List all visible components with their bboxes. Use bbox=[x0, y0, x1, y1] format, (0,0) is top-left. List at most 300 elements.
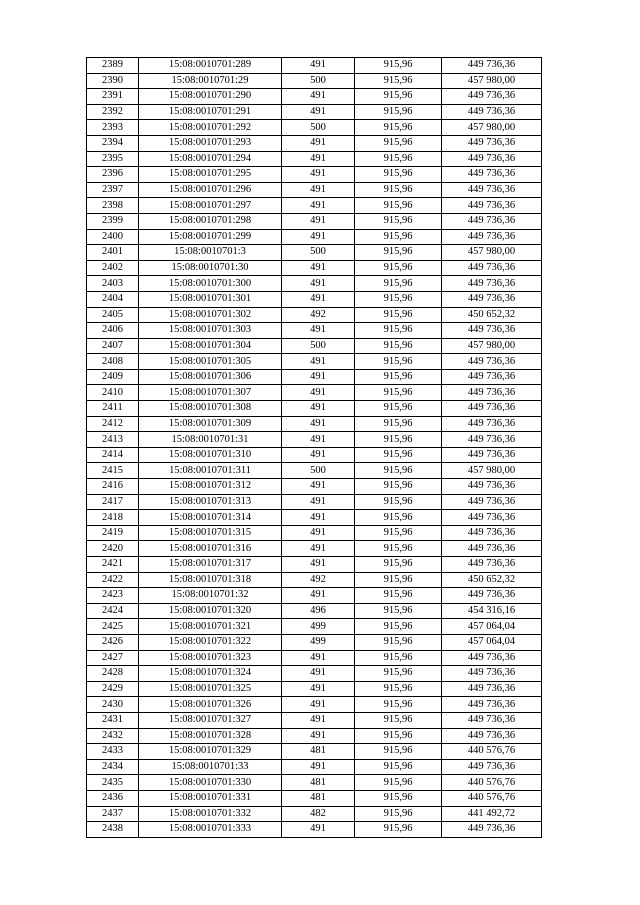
cadastral-value-cell: 449 736,36 bbox=[442, 712, 542, 728]
specific-value-cell: 915,96 bbox=[355, 666, 442, 682]
row-number-cell: 2405 bbox=[87, 307, 139, 323]
row-number-cell: 2393 bbox=[87, 120, 139, 136]
table-row bbox=[87, 619, 542, 635]
row-number-cell: 2426 bbox=[87, 634, 139, 650]
area-cell: 499 bbox=[282, 634, 355, 650]
cadastral-value-cell: 449 736,36 bbox=[442, 822, 542, 838]
area-cell: 491 bbox=[282, 385, 355, 401]
table-row bbox=[87, 775, 542, 791]
row-number-cell: 2399 bbox=[87, 213, 139, 229]
cadastral-number-cell: 15:08:0010701:323 bbox=[139, 650, 282, 666]
cadastral-value-cell: 449 736,36 bbox=[442, 494, 542, 510]
cadastral-value-cell: 449 736,36 bbox=[442, 541, 542, 557]
row-number-cell: 2429 bbox=[87, 681, 139, 697]
specific-value-cell: 915,96 bbox=[355, 73, 442, 89]
area-cell: 491 bbox=[282, 276, 355, 292]
cadastral-value-cell: 440 576,76 bbox=[442, 775, 542, 791]
specific-value-cell: 915,96 bbox=[355, 401, 442, 417]
cadastral-number-cell: 15:08:0010701:291 bbox=[139, 104, 282, 120]
table-row bbox=[87, 650, 542, 666]
cadastral-number-cell: 15:08:0010701:295 bbox=[139, 167, 282, 183]
cadastral-number-cell: 15:08:0010701:311 bbox=[139, 463, 282, 479]
cadastral-value-cell: 457 980,00 bbox=[442, 245, 542, 261]
table-row bbox=[87, 135, 542, 151]
area-cell: 491 bbox=[282, 650, 355, 666]
row-number-cell: 2410 bbox=[87, 385, 139, 401]
row-number-cell: 2434 bbox=[87, 759, 139, 775]
cadastral-number-cell: 15:08:0010701:302 bbox=[139, 307, 282, 323]
cadastral-number-cell: 15:08:0010701:299 bbox=[139, 229, 282, 245]
table-row bbox=[87, 744, 542, 760]
cadastral-value-cell: 457 064,04 bbox=[442, 634, 542, 650]
row-number-cell: 2422 bbox=[87, 572, 139, 588]
cadastral-number-cell: 15:08:0010701:328 bbox=[139, 728, 282, 744]
row-number-cell: 2430 bbox=[87, 697, 139, 713]
specific-value-cell: 915,96 bbox=[355, 58, 442, 74]
cadastral-value-cell: 449 736,36 bbox=[442, 401, 542, 417]
specific-value-cell: 915,96 bbox=[355, 167, 442, 183]
cadastral-number-cell: 15:08:0010701:332 bbox=[139, 806, 282, 822]
specific-value-cell: 915,96 bbox=[355, 775, 442, 791]
row-number-cell: 2413 bbox=[87, 432, 139, 448]
table-row bbox=[87, 603, 542, 619]
specific-value-cell: 915,96 bbox=[355, 229, 442, 245]
table-row bbox=[87, 167, 542, 183]
cadastral-value-cell: 440 576,76 bbox=[442, 744, 542, 760]
row-number-cell: 2438 bbox=[87, 822, 139, 838]
cadastral-value-cell: 449 736,36 bbox=[442, 104, 542, 120]
specific-value-cell: 915,96 bbox=[355, 603, 442, 619]
specific-value-cell: 915,96 bbox=[355, 557, 442, 573]
area-cell: 491 bbox=[282, 198, 355, 214]
table-row bbox=[87, 712, 542, 728]
cadastral-number-cell: 15:08:0010701:298 bbox=[139, 213, 282, 229]
cadastral-value-cell: 449 736,36 bbox=[442, 479, 542, 495]
cadastral-value-cell: 457 980,00 bbox=[442, 338, 542, 354]
row-number-cell: 2423 bbox=[87, 588, 139, 604]
specific-value-cell: 915,96 bbox=[355, 369, 442, 385]
cadastral-number-cell: 15:08:0010701:330 bbox=[139, 775, 282, 791]
cadastral-number-cell: 15:08:0010701:310 bbox=[139, 447, 282, 463]
cadastral-value-cell: 449 736,36 bbox=[442, 666, 542, 682]
specific-value-cell: 915,96 bbox=[355, 151, 442, 167]
table-row bbox=[87, 291, 542, 307]
area-cell: 491 bbox=[282, 447, 355, 463]
table-row bbox=[87, 525, 542, 541]
cadastral-value-cell: 449 736,36 bbox=[442, 588, 542, 604]
specific-value-cell: 915,96 bbox=[355, 588, 442, 604]
cadastral-value-cell: 449 736,36 bbox=[442, 276, 542, 292]
row-number-cell: 2406 bbox=[87, 323, 139, 339]
cadastral-number-cell: 15:08:0010701:324 bbox=[139, 666, 282, 682]
specific-value-cell: 915,96 bbox=[355, 806, 442, 822]
row-number-cell: 2419 bbox=[87, 525, 139, 541]
area-cell: 492 bbox=[282, 307, 355, 323]
table-row bbox=[87, 58, 542, 74]
specific-value-cell: 915,96 bbox=[355, 697, 442, 713]
cadastral-number-cell: 15:08:0010701:326 bbox=[139, 697, 282, 713]
cadastral-value-cell: 449 736,36 bbox=[442, 151, 542, 167]
table-row bbox=[87, 385, 542, 401]
cadastral-number-cell: 15:08:0010701:316 bbox=[139, 541, 282, 557]
cadastral-value-cell: 449 736,36 bbox=[442, 681, 542, 697]
row-number-cell: 2424 bbox=[87, 603, 139, 619]
cadastral-value-cell: 449 736,36 bbox=[442, 416, 542, 432]
cadastral-number-cell: 15:08:0010701:30 bbox=[139, 260, 282, 276]
row-number-cell: 2420 bbox=[87, 541, 139, 557]
table-row bbox=[87, 182, 542, 198]
cadastral-value-cell: 457 980,00 bbox=[442, 463, 542, 479]
cadastral-number-cell: 15:08:0010701:312 bbox=[139, 479, 282, 495]
cadastral-number-cell: 15:08:0010701:32 bbox=[139, 588, 282, 604]
specific-value-cell: 915,96 bbox=[355, 276, 442, 292]
row-number-cell: 2437 bbox=[87, 806, 139, 822]
specific-value-cell: 915,96 bbox=[355, 447, 442, 463]
cadastral-value-cell: 449 736,36 bbox=[442, 510, 542, 526]
area-cell: 500 bbox=[282, 463, 355, 479]
cadastral-value-cell: 449 736,36 bbox=[442, 385, 542, 401]
row-number-cell: 2401 bbox=[87, 245, 139, 261]
specific-value-cell: 915,96 bbox=[355, 619, 442, 635]
area-cell: 491 bbox=[282, 697, 355, 713]
area-cell: 491 bbox=[282, 510, 355, 526]
area-cell: 481 bbox=[282, 790, 355, 806]
cadastral-number-cell: 15:08:0010701:318 bbox=[139, 572, 282, 588]
specific-value-cell: 915,96 bbox=[355, 135, 442, 151]
cadastral-value-cell: 449 736,36 bbox=[442, 229, 542, 245]
specific-value-cell: 915,96 bbox=[355, 291, 442, 307]
cadastral-value-cell: 449 736,36 bbox=[442, 198, 542, 214]
cadastral-number-cell: 15:08:0010701:300 bbox=[139, 276, 282, 292]
row-number-cell: 2417 bbox=[87, 494, 139, 510]
table-row bbox=[87, 89, 542, 105]
cadastral-number-cell: 15:08:0010701:289 bbox=[139, 58, 282, 74]
table-row bbox=[87, 307, 542, 323]
row-number-cell: 2432 bbox=[87, 728, 139, 744]
table-row bbox=[87, 151, 542, 167]
cadastral-value-cell: 449 736,36 bbox=[442, 369, 542, 385]
specific-value-cell: 915,96 bbox=[355, 89, 442, 105]
area-cell: 500 bbox=[282, 120, 355, 136]
cadastral-number-cell: 15:08:0010701:33 bbox=[139, 759, 282, 775]
cadastral-value-cell: 449 736,36 bbox=[442, 432, 542, 448]
cadastral-number-cell: 15:08:0010701:301 bbox=[139, 291, 282, 307]
row-number-cell: 2402 bbox=[87, 260, 139, 276]
specific-value-cell: 915,96 bbox=[355, 323, 442, 339]
cadastral-value-cell: 449 736,36 bbox=[442, 182, 542, 198]
cadastral-number-cell: 15:08:0010701:306 bbox=[139, 369, 282, 385]
cadastral-number-cell: 15:08:0010701:31 bbox=[139, 432, 282, 448]
specific-value-cell: 915,96 bbox=[355, 790, 442, 806]
row-number-cell: 2391 bbox=[87, 89, 139, 105]
row-number-cell: 2415 bbox=[87, 463, 139, 479]
cadastral-number-cell: 15:08:0010701:305 bbox=[139, 354, 282, 370]
area-cell: 491 bbox=[282, 557, 355, 573]
table-row bbox=[87, 479, 542, 495]
row-number-cell: 2436 bbox=[87, 790, 139, 806]
area-cell: 492 bbox=[282, 572, 355, 588]
cadastral-value-cell: 457 980,00 bbox=[442, 73, 542, 89]
row-number-cell: 2398 bbox=[87, 198, 139, 214]
specific-value-cell: 915,96 bbox=[355, 572, 442, 588]
table-row bbox=[87, 494, 542, 510]
area-cell: 481 bbox=[282, 744, 355, 760]
cadastral-number-cell: 15:08:0010701:309 bbox=[139, 416, 282, 432]
cadastral-number-cell: 15:08:0010701:322 bbox=[139, 634, 282, 650]
specific-value-cell: 915,96 bbox=[355, 634, 442, 650]
row-number-cell: 2411 bbox=[87, 401, 139, 417]
cadastral-number-cell: 15:08:0010701:321 bbox=[139, 619, 282, 635]
cadastral-number-cell: 15:08:0010701:325 bbox=[139, 681, 282, 697]
row-number-cell: 2400 bbox=[87, 229, 139, 245]
cadastral-number-cell: 15:08:0010701:296 bbox=[139, 182, 282, 198]
specific-value-cell: 915,96 bbox=[355, 213, 442, 229]
table-row bbox=[87, 401, 542, 417]
area-cell: 491 bbox=[282, 588, 355, 604]
cadastral-number-cell: 15:08:0010701:308 bbox=[139, 401, 282, 417]
row-number-cell: 2403 bbox=[87, 276, 139, 292]
area-cell: 491 bbox=[282, 182, 355, 198]
row-number-cell: 2392 bbox=[87, 104, 139, 120]
table-row bbox=[87, 198, 542, 214]
cadastral-value-cell: 450 652,32 bbox=[442, 307, 542, 323]
cadastral-number-cell: 15:08:0010701:294 bbox=[139, 151, 282, 167]
area-cell: 491 bbox=[282, 229, 355, 245]
specific-value-cell: 915,96 bbox=[355, 822, 442, 838]
table-row bbox=[87, 416, 542, 432]
cadastral-value-cell: 440 576,76 bbox=[442, 790, 542, 806]
area-cell: 491 bbox=[282, 213, 355, 229]
cadastral-value-cell: 441 492,72 bbox=[442, 806, 542, 822]
specific-value-cell: 915,96 bbox=[355, 245, 442, 261]
area-cell: 491 bbox=[282, 666, 355, 682]
table-row bbox=[87, 822, 542, 838]
row-number-cell: 2408 bbox=[87, 354, 139, 370]
area-cell: 500 bbox=[282, 338, 355, 354]
area-cell: 491 bbox=[282, 712, 355, 728]
table-row bbox=[87, 697, 542, 713]
table-row bbox=[87, 790, 542, 806]
table-body bbox=[87, 58, 542, 838]
cadastral-number-cell: 15:08:0010701:303 bbox=[139, 323, 282, 339]
cadastral-value-cell: 449 736,36 bbox=[442, 291, 542, 307]
area-cell: 491 bbox=[282, 369, 355, 385]
area-cell: 500 bbox=[282, 73, 355, 89]
cadastral-value-cell: 449 736,36 bbox=[442, 260, 542, 276]
row-number-cell: 2414 bbox=[87, 447, 139, 463]
specific-value-cell: 915,96 bbox=[355, 338, 442, 354]
area-cell: 491 bbox=[282, 525, 355, 541]
area-cell: 491 bbox=[282, 822, 355, 838]
cadastral-number-cell: 15:08:0010701:320 bbox=[139, 603, 282, 619]
table-row bbox=[87, 666, 542, 682]
area-cell: 491 bbox=[282, 494, 355, 510]
cadastral-value-cell: 449 736,36 bbox=[442, 447, 542, 463]
area-cell: 491 bbox=[282, 89, 355, 105]
specific-value-cell: 915,96 bbox=[355, 541, 442, 557]
cadastral-number-cell: 15:08:0010701:317 bbox=[139, 557, 282, 573]
row-number-cell: 2427 bbox=[87, 650, 139, 666]
row-number-cell: 2397 bbox=[87, 182, 139, 198]
specific-value-cell: 915,96 bbox=[355, 712, 442, 728]
area-cell: 482 bbox=[282, 806, 355, 822]
cadastral-value-cell: 449 736,36 bbox=[442, 525, 542, 541]
specific-value-cell: 915,96 bbox=[355, 198, 442, 214]
specific-value-cell: 915,96 bbox=[355, 510, 442, 526]
area-cell: 500 bbox=[282, 245, 355, 261]
table-row bbox=[87, 557, 542, 573]
area-cell: 491 bbox=[282, 759, 355, 775]
cadastral-number-cell: 15:08:0010701:331 bbox=[139, 790, 282, 806]
area-cell: 491 bbox=[282, 681, 355, 697]
area-cell: 491 bbox=[282, 401, 355, 417]
area-cell: 499 bbox=[282, 619, 355, 635]
area-cell: 491 bbox=[282, 432, 355, 448]
table-row bbox=[87, 572, 542, 588]
table-row bbox=[87, 728, 542, 744]
area-cell: 491 bbox=[282, 260, 355, 276]
table-row bbox=[87, 759, 542, 775]
area-cell: 491 bbox=[282, 479, 355, 495]
area-cell: 491 bbox=[282, 416, 355, 432]
table-row bbox=[87, 588, 542, 604]
table-row bbox=[87, 369, 542, 385]
cadastral-number-cell: 15:08:0010701:333 bbox=[139, 822, 282, 838]
specific-value-cell: 915,96 bbox=[355, 120, 442, 136]
area-cell: 491 bbox=[282, 541, 355, 557]
area-cell: 491 bbox=[282, 104, 355, 120]
row-number-cell: 2396 bbox=[87, 167, 139, 183]
cadastral-number-cell: 15:08:0010701:313 bbox=[139, 494, 282, 510]
cadastral-value-cell: 457 064,04 bbox=[442, 619, 542, 635]
cadastral-value-cell: 450 652,32 bbox=[442, 572, 542, 588]
row-number-cell: 2421 bbox=[87, 557, 139, 573]
table-row bbox=[87, 213, 542, 229]
specific-value-cell: 915,96 bbox=[355, 650, 442, 666]
row-number-cell: 2431 bbox=[87, 712, 139, 728]
cadastral-number-cell: 15:08:0010701:29 bbox=[139, 73, 282, 89]
cadastral-number-cell: 15:08:0010701:307 bbox=[139, 385, 282, 401]
specific-value-cell: 915,96 bbox=[355, 432, 442, 448]
table-row bbox=[87, 447, 542, 463]
table-row bbox=[87, 338, 542, 354]
specific-value-cell: 915,96 bbox=[355, 479, 442, 495]
specific-value-cell: 915,96 bbox=[355, 260, 442, 276]
area-cell: 491 bbox=[282, 291, 355, 307]
row-number-cell: 2404 bbox=[87, 291, 139, 307]
cadastral-value-cell: 449 736,36 bbox=[442, 728, 542, 744]
cadastral-value-cell: 449 736,36 bbox=[442, 213, 542, 229]
row-number-cell: 2428 bbox=[87, 666, 139, 682]
row-number-cell: 2418 bbox=[87, 510, 139, 526]
cadastral-value-cell: 449 736,36 bbox=[442, 557, 542, 573]
specific-value-cell: 915,96 bbox=[355, 354, 442, 370]
row-number-cell: 2425 bbox=[87, 619, 139, 635]
area-cell: 491 bbox=[282, 135, 355, 151]
row-number-cell: 2407 bbox=[87, 338, 139, 354]
table-row bbox=[87, 120, 542, 136]
table-row bbox=[87, 245, 542, 261]
row-number-cell: 2416 bbox=[87, 479, 139, 495]
cadastral-value-cell: 449 736,36 bbox=[442, 58, 542, 74]
cadastral-value-cell: 449 736,36 bbox=[442, 323, 542, 339]
cadastral-value-cell: 449 736,36 bbox=[442, 697, 542, 713]
cadastral-value-cell: 449 736,36 bbox=[442, 135, 542, 151]
table-row bbox=[87, 681, 542, 697]
area-cell: 491 bbox=[282, 58, 355, 74]
row-number-cell: 2409 bbox=[87, 369, 139, 385]
cadastral-number-cell: 15:08:0010701:297 bbox=[139, 198, 282, 214]
table-row bbox=[87, 510, 542, 526]
table-row bbox=[87, 634, 542, 650]
row-number-cell: 2390 bbox=[87, 73, 139, 89]
area-cell: 491 bbox=[282, 167, 355, 183]
table-row bbox=[87, 541, 542, 557]
cadastral-value-cell: 449 736,36 bbox=[442, 759, 542, 775]
cadastral-value-cell: 449 736,36 bbox=[442, 650, 542, 666]
area-cell: 491 bbox=[282, 151, 355, 167]
cadastral-number-cell: 15:08:0010701:314 bbox=[139, 510, 282, 526]
cadastral-number-cell: 15:08:0010701:3 bbox=[139, 245, 282, 261]
specific-value-cell: 915,96 bbox=[355, 759, 442, 775]
cadastral-value-cell: 457 980,00 bbox=[442, 120, 542, 136]
cadastral-value-table bbox=[86, 57, 542, 838]
area-cell: 481 bbox=[282, 775, 355, 791]
cadastral-number-cell: 15:08:0010701:293 bbox=[139, 135, 282, 151]
area-cell: 491 bbox=[282, 354, 355, 370]
specific-value-cell: 915,96 bbox=[355, 104, 442, 120]
table-row bbox=[87, 229, 542, 245]
cadastral-number-cell: 15:08:0010701:290 bbox=[139, 89, 282, 105]
cadastral-number-cell: 15:08:0010701:304 bbox=[139, 338, 282, 354]
table-row bbox=[87, 73, 542, 89]
specific-value-cell: 915,96 bbox=[355, 525, 442, 541]
specific-value-cell: 915,96 bbox=[355, 385, 442, 401]
specific-value-cell: 915,96 bbox=[355, 182, 442, 198]
row-number-cell: 2389 bbox=[87, 58, 139, 74]
specific-value-cell: 915,96 bbox=[355, 728, 442, 744]
cadastral-value-cell: 454 316,16 bbox=[442, 603, 542, 619]
row-number-cell: 2412 bbox=[87, 416, 139, 432]
area-cell: 491 bbox=[282, 728, 355, 744]
area-cell: 491 bbox=[282, 323, 355, 339]
cadastral-value-cell: 449 736,36 bbox=[442, 89, 542, 105]
row-number-cell: 2433 bbox=[87, 744, 139, 760]
table-row bbox=[87, 432, 542, 448]
area-cell: 496 bbox=[282, 603, 355, 619]
cadastral-number-cell: 15:08:0010701:327 bbox=[139, 712, 282, 728]
table-row bbox=[87, 806, 542, 822]
row-number-cell: 2435 bbox=[87, 775, 139, 791]
cadastral-value-cell: 449 736,36 bbox=[442, 354, 542, 370]
table-row bbox=[87, 260, 542, 276]
specific-value-cell: 915,96 bbox=[355, 416, 442, 432]
cadastral-number-cell: 15:08:0010701:292 bbox=[139, 120, 282, 136]
table-row bbox=[87, 323, 542, 339]
specific-value-cell: 915,96 bbox=[355, 681, 442, 697]
table-row bbox=[87, 276, 542, 292]
cadastral-number-cell: 15:08:0010701:329 bbox=[139, 744, 282, 760]
row-number-cell: 2394 bbox=[87, 135, 139, 151]
specific-value-cell: 915,96 bbox=[355, 494, 442, 510]
specific-value-cell: 915,96 bbox=[355, 307, 442, 323]
cadastral-number-cell: 15:08:0010701:315 bbox=[139, 525, 282, 541]
specific-value-cell: 915,96 bbox=[355, 744, 442, 760]
cadastral-value-cell: 449 736,36 bbox=[442, 167, 542, 183]
table-row bbox=[87, 104, 542, 120]
table-row bbox=[87, 463, 542, 479]
specific-value-cell: 915,96 bbox=[355, 463, 442, 479]
